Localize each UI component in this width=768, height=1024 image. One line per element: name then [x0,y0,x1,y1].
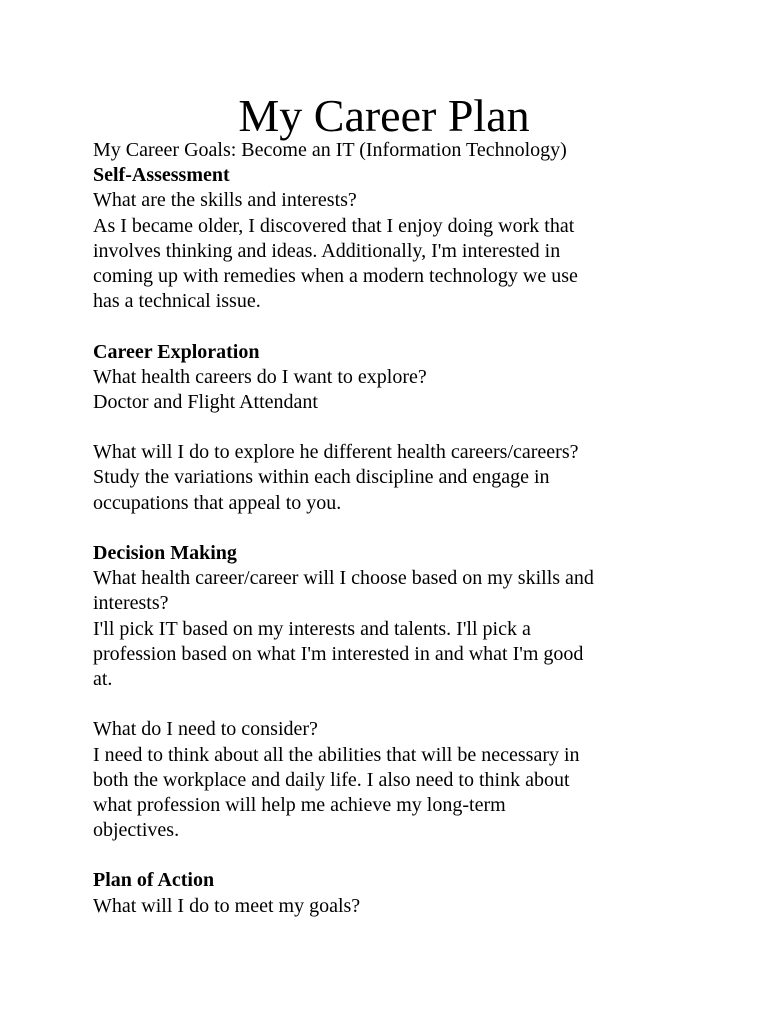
decision-making-answer-line: I'll pick IT based on my interests and talents. I'll pick a [93,617,531,640]
decision-making-question: What do I need to consider? [93,718,318,741]
page-title: My Career Plan [238,90,530,141]
career-exploration-question: What will I do to explore he different health careers/careers? [93,441,579,464]
career-goals-line: My Career Goals: Become an IT (Information Technology) [93,139,567,161]
career-exploration-question: What health careers do I want to explore? [93,365,427,388]
paragraph-spacer [93,516,693,541]
decision-making-heading: Decision Making [93,542,237,564]
career-exploration-answer-line: Study the variations within each discipline and engage in [93,466,550,489]
decision-making-answer-line: objectives. [93,819,180,842]
career-exploration-answer-line: occupations that appeal to you. [93,491,342,514]
decision-making-answer-line: profession based on what I'm interested in and what I'm good [93,642,584,665]
decision-making-question-line: interests? [93,592,169,615]
decision-making-answer-line: what profession will help me achieve my long-term [93,793,506,816]
career-exploration-heading: Career Exploration [93,340,260,363]
paragraph-spacer [93,415,693,440]
decision-making-answer-line: both the workplace and daily life. I also need to think about [93,768,570,791]
decision-making-answer-line: I need to think about all the abilities that will be necessary in [93,743,580,766]
self-assessment-answer-line: coming up with remedies when a modern technology we use [93,264,578,287]
self-assessment-question: What are the skills and interests? [93,189,357,212]
paragraph-spacer [93,692,693,717]
self-assessment-answer-line: As I became older, I discovered that I enjoy doing work that [93,214,575,237]
career-exploration-answer: Doctor and Flight Attendant [93,390,318,413]
self-assessment-heading: Self-Assessment [93,164,230,187]
document-body [93,138,693,919]
paragraph-spacer [93,314,693,339]
self-assessment-answer-line: involves thinking and ideas. Additionally, I'm interested in [93,239,561,262]
paragraph-spacer [93,843,693,868]
decision-making-answer-line: at. [93,667,113,690]
decision-making-question-line: What health career/career will I choose based on my skills and [93,567,594,590]
plan-of-action-question: What will I do to meet my goals? [93,894,361,917]
self-assessment-answer-line: has a technical issue. [93,290,261,313]
plan-of-action-heading: Plan of Action [93,869,215,892]
